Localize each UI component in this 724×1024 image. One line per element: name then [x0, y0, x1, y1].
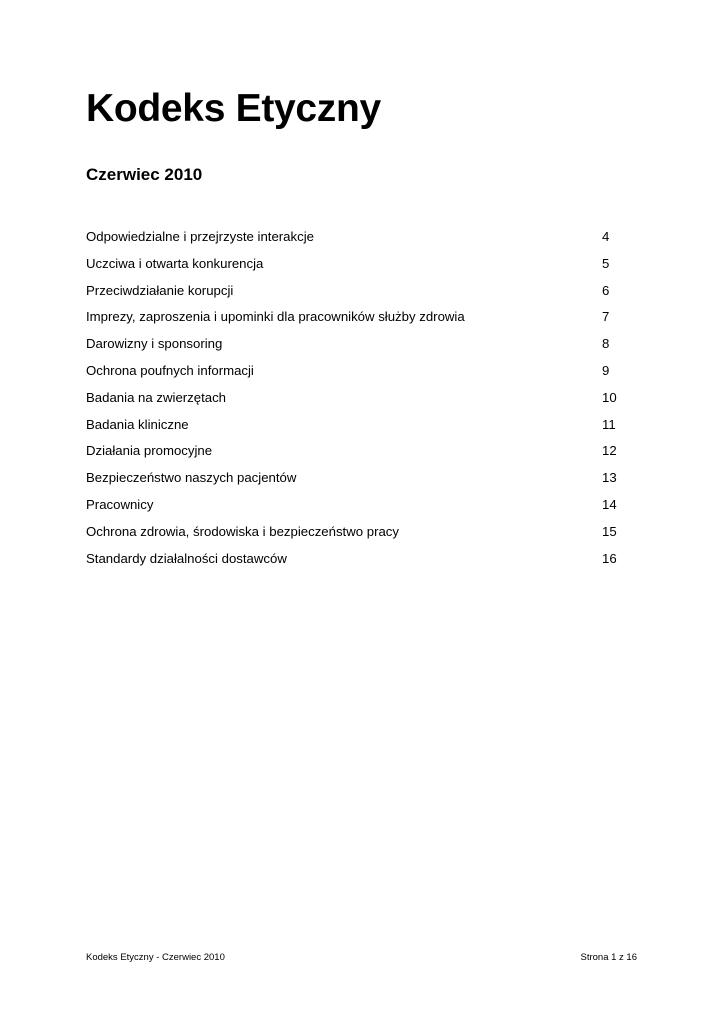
- toc-entry[interactable]: [86, 307, 618, 334]
- toc-entry[interactable]: [86, 254, 618, 281]
- toc-entry-page: 6: [602, 282, 610, 298]
- toc-entry[interactable]: [86, 522, 618, 549]
- toc-entry-page: 8: [602, 336, 610, 352]
- toc-entry[interactable]: [86, 334, 618, 361]
- toc-entry-label: Bezpieczeństwo naszych pacjentów: [86, 470, 297, 486]
- toc-entry-page: 11: [602, 416, 616, 432]
- toc-entry-label: Odpowiedzialne i przejrzyste interakcje: [86, 229, 314, 244]
- toc-entry-page: 10: [602, 389, 617, 405]
- toc-entry-label: Imprezy, zaproszenia i upominki dla pracowników służby zdrowia: [86, 309, 465, 325]
- toc-entry-page: 9: [602, 362, 610, 378]
- toc-entry[interactable]: [86, 441, 618, 468]
- toc-entry-page: 7: [602, 309, 610, 325]
- footer-page-number: Strona 1 z 16: [580, 952, 637, 963]
- toc-entry-page: 12: [602, 443, 617, 459]
- toc-entry[interactable]: [86, 388, 618, 415]
- toc-entry[interactable]: [86, 468, 618, 495]
- toc-entry-label: Ochrona zdrowia, środowiska i bezpieczeństwo pracy: [86, 523, 399, 539]
- toc-entry-label: Pracownicy: [86, 496, 154, 512]
- document-subtitle: Czerwiec 2010: [86, 165, 203, 184]
- toc-entry-page: 4: [602, 229, 610, 244]
- toc-entry-page: 13: [602, 470, 617, 486]
- toc-entry[interactable]: [86, 361, 618, 388]
- toc-entry-page: 14: [602, 496, 617, 512]
- document-title: Kodeks Etyczny: [86, 87, 381, 130]
- toc-entry-label: Standardy działalności dostawców: [86, 550, 287, 566]
- toc-entry-label: Ochrona poufnych informacji: [86, 362, 254, 378]
- toc-entry-label: Badania kliniczne: [86, 416, 189, 432]
- toc-entry-label: Darowizny i sponsoring: [86, 336, 223, 352]
- footer-document-label: Kodeks Etyczny - Czerwiec 2010: [86, 952, 225, 963]
- page-footer: [86, 951, 637, 965]
- toc-entry-page: 16: [602, 550, 617, 566]
- toc-entry-label: Przeciwdziałanie korupcji: [86, 282, 234, 298]
- toc-entry[interactable]: [86, 495, 618, 522]
- toc-entry-page: 5: [602, 255, 610, 271]
- table-of-contents: [86, 227, 618, 575]
- toc-entry-label: Działania promocyjne: [86, 443, 213, 459]
- toc-entry[interactable]: [86, 549, 618, 576]
- toc-entry[interactable]: [86, 281, 618, 308]
- toc-entry-label: Badania na zwierzętach: [86, 389, 227, 405]
- toc-entry-page: 15: [602, 523, 617, 539]
- toc-entry[interactable]: [86, 415, 618, 442]
- toc-entry[interactable]: [86, 227, 618, 254]
- toc-entry-label: Uczciwa i otwarta konkurencja: [86, 255, 264, 271]
